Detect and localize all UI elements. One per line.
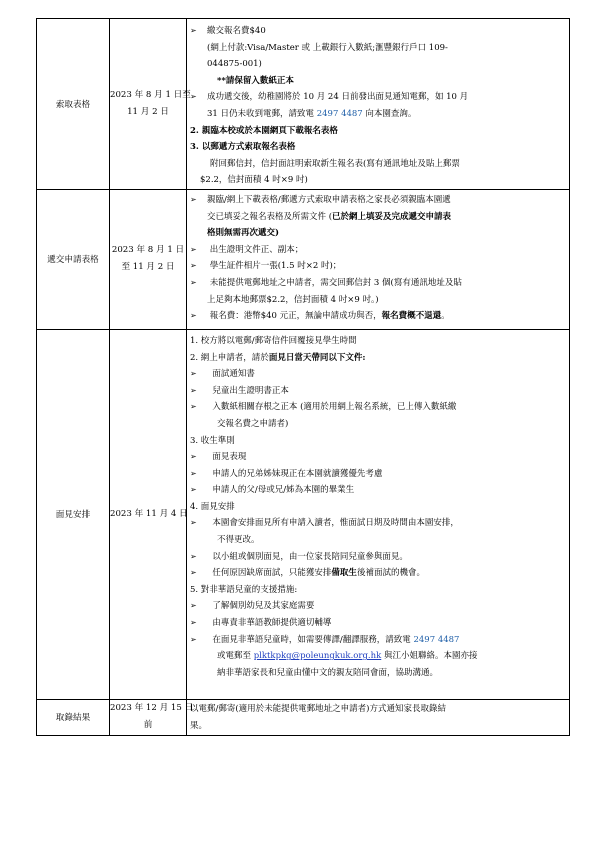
list-item: ➢ 面試通知書: [190, 366, 565, 383]
list-item: ➢ 報名費：港幣$40 元正，無論申請成功與否，報名費概不退還。: [190, 308, 565, 325]
list-item: ➢ 未能提供電郵地址之申請者，需交回郵信封 3 個(寫有通訊地址及貼: [190, 275, 565, 292]
phone-number: 2497 4487: [316, 108, 363, 119]
table-row: [37, 189, 570, 329]
row-details: 1. 校方將以電郵/郵寄信件回覆接見學生時間 2. 網上申請者，請於面見日當天帶同以下文件: ➢ 面試通知書 ➢ 兒童出生證明書正本 ➢ 入數紙相關存根之正本 (適用於用網上報名系統，已上傳入數紙繳 交報名費之申請者) 3. 收生準則 ➢ 面見表現 ➢ 申請人的兄弟姊妹現正在本園就讀獲優先考慮 ➢ 申請人的父/母或兄/姊為本園的畢業生 4. 面見安排 ➢ 本園會安排面見所有申請入讀者，惟面試日期及時間由本園安排， 不得更改。 ➢ 以小組或個別面見，由一位家長陪同兒童參與面見。 ➢ 任何原因缺席面試，只能獲安排備取生後補面試的機會。 5. 對非華語兒童的支援措施: ➢ 了解個別幼兒及其家庭需要 ➢ 由專責非華語教師提供適切輔導 ➢ 在面見非華語兒童時，如需要傳譯/翻譯服務，請致電 2497 4487 或電郵至 plktkpkg@poleungkuk.org.hk 與江小姐聯絡。本園亦接 納非華語家長和兒童由懂中文的親友陪同會面，協助溝通。: [187, 329, 570, 699]
row-label: 面見安排: [37, 329, 110, 699]
list-item: ➢ 出生證明文件正、副本；: [190, 242, 565, 259]
row-details: ➢ 繳交報名費$40 (網上付款:Visa/Master 或 上載銀行入數紙;滙豐銀行戶口 109- 044875-001) **請保留入數紙正本 ➢ 成功遞交後，幼稚園將於 10 月 24 日前發出面見通知電郵，如 10 月 31 日仍未收到電郵，請致電 2497 4487 向本園查詢。 2. 親臨本校或於本園網頁下載報名表格 3. 以郵遞方式索取報名表格 附回郵信封，信封面註明索取新生報名表(寫有通訊地址及貼上郵票 $2.2，信封面積 4 吋×9 吋): [187, 19, 570, 190]
row-date: 2023 年 12 月 15 日 前: [110, 699, 187, 735]
email-link[interactable]: plktkpkg@poleungkuk.org.hk: [253, 651, 382, 662]
admission-schedule-table: [36, 18, 570, 736]
list-item: ➢ 以小組或個別面見，由一位家長陪同兒童參與面見。: [190, 549, 565, 566]
row-details: 以電郵/郵寄(適用於未能提供電郵地址之申請者)方式通知家長取錄結 果。: [187, 699, 570, 735]
table-row: [37, 19, 570, 190]
list-item: ➢ 面見表現: [190, 449, 565, 466]
list-item: ➢ 親臨/網上下載表格/郵遞方式索取申請表格之家長必須親臨本園遞: [190, 192, 565, 209]
row-date: 2023 年 8 月 1 日至 11 月 2 日: [110, 19, 187, 190]
phone-number: 2497 4487: [413, 634, 460, 645]
list-item: ➢ 申請人的兄弟姊妹現正在本園就讀獲優先考慮: [190, 466, 565, 483]
row-date: 2023 年 8 月 1 日 至 11 月 2 日: [110, 189, 187, 329]
row-label: 索取表格: [37, 19, 110, 190]
list-item: ➢ 本園會安排面見所有申請入讀者，惟面試日期及時間由本園安排，: [190, 515, 565, 532]
row-label: 取錄結果: [37, 699, 110, 735]
row-date: 2023 年 11 月 4 日: [110, 329, 187, 699]
list-item: ➢ 申請人的父/母或兄/姊為本園的畢業生: [190, 482, 565, 499]
list-item: ➢ 學生証件相片一張(1.5 吋×2 吋)；: [190, 258, 565, 275]
list-item: ➢ 入數紙相關存根之正本 (適用於用網上報名系統，已上傳入數紙繳: [190, 399, 565, 416]
row-details: ➢ 親臨/網上下載表格/郵遞方式索取申請表格之家長必須親臨本園遞 交已填妥之報名表格及所需文件 (已於網上填妥及完成遞交申請表 格則無需再次遞交) ➢ 出生證明文件正、副本； ➢ 學生証件相片一張(1.5 吋×2 吋)； ➢ 未能提供電郵地址之申請者，需交回郵信封 3 個(寫有通訊地址及貼 上足夠本地郵票$2.2，信封面積 4 吋×9 吋。) ➢ 報名費：港幣$40 元正，無論申請成功與否，報名費概不退還。: [187, 189, 570, 329]
list-item: ➢ 由專責非華語教師提供適切輔導: [190, 615, 565, 632]
table-row: [37, 699, 570, 735]
row-label: 遞交申請表格: [37, 189, 110, 329]
list-item: ➢ 任何原因缺席面試，只能獲安排備取生後補面試的機會。: [190, 565, 565, 582]
list-item: ➢ 在面見非華語兒童時，如需要傳譯/翻譯服務，請致電 2497 4487: [190, 632, 565, 649]
list-item: ➢ 了解個別幼兒及其家庭需要: [190, 598, 565, 615]
list-item: ➢ 繳交報名費$40: [190, 23, 565, 40]
table-row: [37, 329, 570, 699]
list-item: ➢ 成功遞交後，幼稚園將於 10 月 24 日前發出面見通知電郵，如 10 月: [190, 89, 565, 106]
list-item: ➢ 兒童出生證明書正本: [190, 383, 565, 400]
